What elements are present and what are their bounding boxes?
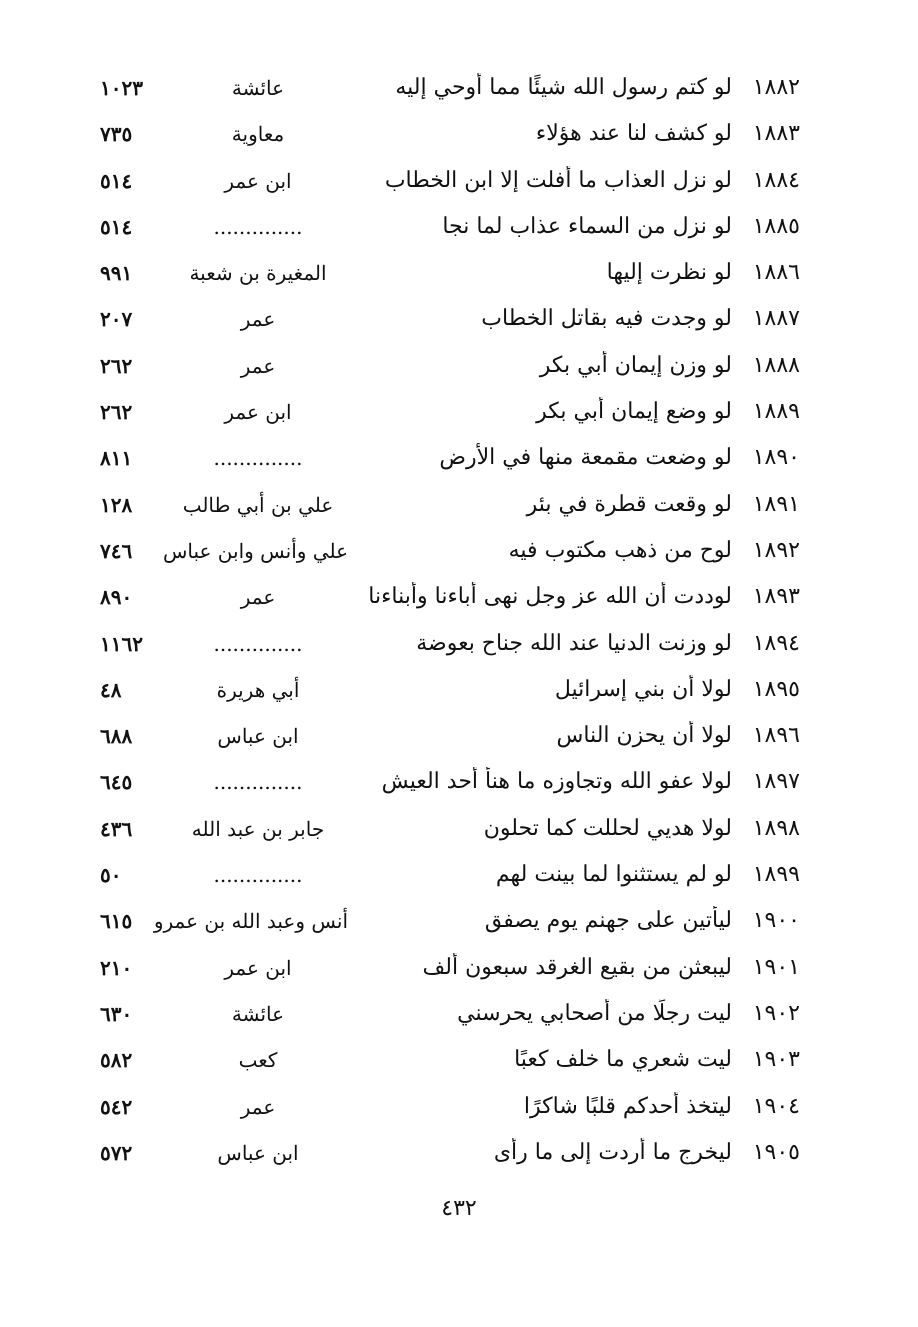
- page-reference: ٨١١: [100, 446, 133, 471]
- hadith-text: ليخرج ما أردت إلى ما رأى: [493, 1139, 732, 1165]
- entry-number: ١٨٩٥: [752, 676, 800, 702]
- index-entry-row: [100, 156, 800, 202]
- entry-number: ١٩٠٤: [752, 1093, 800, 1119]
- index-entry-row: [100, 248, 800, 294]
- hadith-text: لو وضعت مقمعة منها في الأرض: [439, 445, 732, 471]
- hadith-text: لو نزل من السماء عذاب لما نجا: [442, 213, 732, 239]
- page-reference: ٢٦٢: [100, 400, 133, 425]
- hadith-text: لو وجدت فيه بقاتل الخطاب: [481, 306, 732, 332]
- hadith-text: لولا أن بني إسرائيل: [554, 676, 732, 702]
- narrator-name: ابن عباس: [217, 724, 299, 749]
- index-entry-row: [100, 989, 800, 1035]
- narrator-name: ..............: [213, 863, 303, 888]
- hadith-text: لو وقعت قطرة في بئر: [526, 491, 732, 517]
- index-entry-row: [100, 572, 800, 618]
- hadith-text: لو وزن إيمان أبي بكر: [539, 352, 732, 378]
- entry-number: ١٨٩٦: [752, 723, 800, 749]
- page-reference: ٥١٤: [100, 168, 133, 193]
- hadith-text: لوددت أن الله عز وجل نهى أباءنا وأبناءنا: [368, 584, 732, 610]
- index-entry-row: [100, 850, 800, 896]
- entry-number: ١٩٠٥: [752, 1139, 800, 1165]
- page-reference: ٢٦٢: [100, 353, 133, 378]
- entry-number: ١٩٠٠: [752, 908, 800, 934]
- narrator-name: ابن عمر: [224, 955, 292, 980]
- page-reference: ١١٦٢: [100, 631, 143, 656]
- index-entry-row: [100, 665, 800, 711]
- entry-number: ١٨٨٩: [752, 399, 800, 425]
- hadith-text: لو نظرت إليها: [606, 260, 732, 286]
- index-entry-row: [100, 1128, 800, 1174]
- page-reference: ٦٤٥: [100, 770, 133, 795]
- hadith-text: لو كتم رسول الله شيئًا مما أوحي إليه: [395, 75, 732, 100]
- page-reference: ١٢٨: [100, 492, 133, 517]
- index-entry-row: [100, 757, 800, 803]
- hadith-text: لو وضع إيمان أبي بكر: [536, 399, 732, 425]
- page-reference: ٥٧٢: [100, 1140, 133, 1165]
- narrator-name: ابن عمر: [224, 400, 292, 425]
- index-entry-row: [100, 202, 800, 248]
- page-reference: ٥٤٢: [100, 1094, 133, 1119]
- hadith-text: لو كشف لنا عند هؤلاء: [535, 121, 732, 147]
- entry-number: ١٨٨٣: [752, 121, 800, 147]
- hadith-text: لوح من ذهب مكتوب فيه: [508, 537, 732, 563]
- narrator-name: ابن عباس: [217, 1140, 299, 1165]
- entry-number: ١٨٨٦: [752, 260, 800, 286]
- index-entry-row: [100, 619, 800, 665]
- index-entry-row: [100, 109, 800, 155]
- hadith-text: ليت شعري ما خلف كعبًا: [514, 1047, 732, 1073]
- hadith-text: لو لم يستثنوا لما بينت لهم: [495, 862, 732, 888]
- entry-number: ١٨٨٥: [752, 213, 800, 239]
- page-reference: ٧٣٥: [100, 122, 133, 147]
- entry-number: ١٨٩٩: [752, 862, 800, 888]
- index-entry-row: [100, 526, 800, 572]
- narrator-name: كعب: [238, 1048, 278, 1073]
- hadith-text: لولا عفو الله وتجاوزه ما هنأ أحد العيش: [381, 769, 732, 795]
- entry-number: ١٨٩٨: [752, 815, 800, 841]
- entry-number: ١٨٨٤: [752, 167, 800, 193]
- entry-number: ١٨٨٨: [752, 352, 800, 378]
- entry-number: ١٨٨٢: [752, 75, 800, 100]
- page-reference: ٥٨٢: [100, 1048, 133, 1073]
- entry-number: ١٩٠١: [752, 954, 800, 980]
- index-entry-row: [100, 63, 800, 109]
- entry-number: ١٨٩٢: [752, 537, 800, 563]
- narrator-name: ..............: [213, 631, 303, 656]
- page-number: ٤٣٢: [441, 1196, 477, 1221]
- narrator-name: عمر: [240, 353, 276, 378]
- entry-number: ١٨٩١: [752, 491, 800, 517]
- page-reference: ٧٤٦: [100, 538, 133, 563]
- index-entries: [100, 63, 800, 1174]
- page-reference: ٦٣٠: [100, 1001, 133, 1026]
- page-reference: ٤٨: [100, 677, 122, 702]
- hadith-text: لو وزنت الدنيا عند الله جناح بعوضة: [416, 630, 732, 656]
- narrator-name: أنس وعبد الله بن عمرو: [153, 909, 348, 934]
- narrator-name: عائشة: [231, 1001, 285, 1026]
- page-reference: ٢١٠: [100, 955, 133, 980]
- entry-number: ١٨٩٤: [752, 630, 800, 656]
- narrator-name: جابر بن عبد الله: [191, 816, 325, 841]
- index-entry-row: [100, 711, 800, 757]
- narrator-name: عمر: [240, 307, 276, 332]
- index-entry-row: [100, 896, 800, 942]
- index-entry-row: [100, 341, 800, 387]
- hadith-text: ليتخذ أحدكم قلبًا شاكرًا: [523, 1093, 732, 1119]
- page-reference: ٤٣٦: [100, 816, 133, 841]
- narrator-name: معاوية: [231, 122, 285, 147]
- page-reference: ٨٩٠: [100, 585, 133, 610]
- index-entry-row: [100, 294, 800, 340]
- index-entry-row: [100, 1082, 800, 1128]
- narrator-name: ..............: [213, 770, 303, 795]
- hadith-text: ليبعثن من بقيع الغرقد سبعون ألف: [422, 954, 732, 980]
- narrator-name: علي بن أبي طالب: [182, 492, 334, 517]
- narrator-name: ابن عمر: [224, 168, 292, 193]
- narrator-name: عمر: [240, 1094, 276, 1119]
- hadith-text: لولا هديي لحللت كما تحلون: [483, 815, 732, 841]
- entry-number: ١٨٨٧: [752, 306, 800, 332]
- narrator-name: ..............: [213, 446, 303, 471]
- narrator-name: المغيرة بن شعبة: [189, 261, 327, 286]
- index-entry-row: [100, 804, 800, 850]
- narrator-name: علي وأنس وابن عباس: [162, 538, 348, 563]
- narrator-name: ..............: [213, 214, 303, 239]
- entry-number: ١٩٠٣: [752, 1047, 800, 1073]
- hadith-text: ليأتين على جهنم يوم يصفق: [484, 908, 732, 934]
- narrator-name: عائشة: [231, 76, 285, 100]
- page-reference: ٥٠: [100, 863, 122, 888]
- index-entry-row: [100, 433, 800, 479]
- index-entry-row: [100, 480, 800, 526]
- page-reference: ٥١٤: [100, 214, 133, 239]
- page-reference: ٦١٥: [100, 909, 133, 934]
- entry-number: ١٨٩٧: [752, 769, 800, 795]
- hadith-text: لولا أن يحزن الناس: [556, 723, 732, 749]
- entry-number: ١٨٩٣: [752, 584, 800, 610]
- index-entry-row: [100, 387, 800, 433]
- index-entry-row: [100, 943, 800, 989]
- index-entry-row: [100, 1035, 800, 1081]
- narrator-name: عمر: [240, 585, 276, 610]
- page-reference: ٢٠٧: [100, 307, 133, 332]
- narrator-name: أبي هريرة: [216, 677, 300, 702]
- entry-number: ١٩٠٢: [752, 1000, 800, 1026]
- hadith-text: لو نزل العذاب ما أفلت إلا ابن الخطاب: [384, 167, 732, 193]
- page-reference: ١٠٢٣: [100, 76, 143, 100]
- page-reference: ٩٩١: [100, 261, 133, 286]
- hadith-text: ليت رجلًا من أصحابي يحرسني: [457, 1000, 732, 1026]
- page-reference: ٦٨٨: [100, 724, 133, 749]
- entry-number: ١٨٩٠: [752, 445, 800, 471]
